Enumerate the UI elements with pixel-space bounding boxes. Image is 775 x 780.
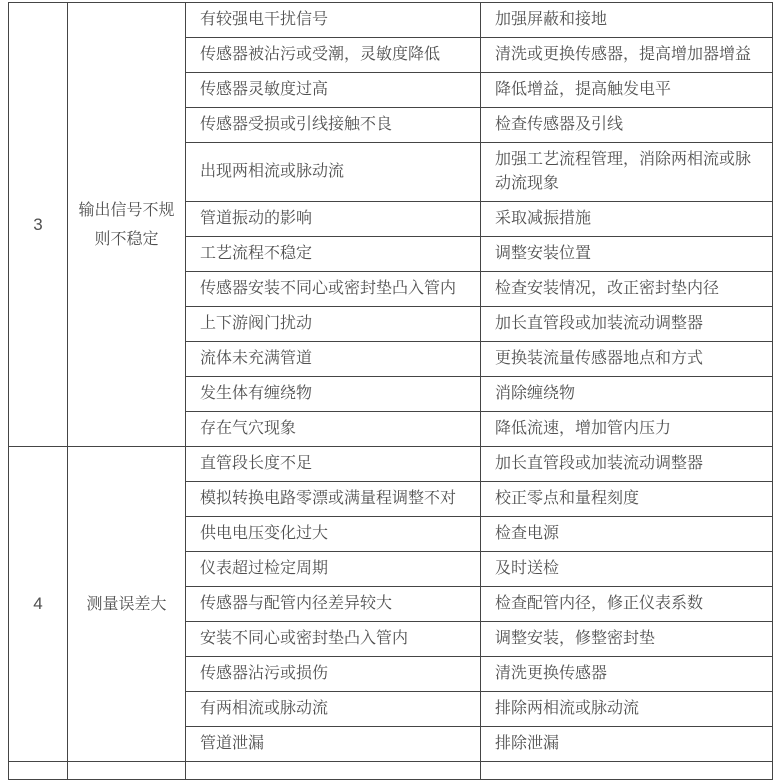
cause-cell: 传感器沾污或损伤 <box>186 657 481 692</box>
cause-cell: 安装不同心或密封垫凸入管内 <box>186 622 481 657</box>
solution-cell: 加长直管段或加装流动调整器 <box>481 447 773 482</box>
table-row <box>9 3 773 38</box>
solution-cell: 校正零点和量程刻度 <box>481 482 773 517</box>
cause-cell: 有两相流或脉动流 <box>186 692 481 727</box>
cause-cell: 管道振动的影响 <box>186 202 481 237</box>
cause-cell: 有较强电干扰信号 <box>186 3 481 38</box>
solution-cell: 检查电源 <box>481 517 773 552</box>
cause-cell: 出现两相流或脉动流 <box>186 143 481 202</box>
solution-cell: 清洗更换传感器 <box>481 657 773 692</box>
cause-cell: 传感器与配管内径差异较大 <box>186 587 481 622</box>
empty-cell <box>481 762 773 780</box>
solution-cell: 调整安装，修整密封垫 <box>481 622 773 657</box>
empty-cell <box>9 762 68 780</box>
cause-cell: 模拟转换电路零漂或满量程调整不对 <box>186 482 481 517</box>
solution-cell: 及时送检 <box>481 552 773 587</box>
solution-cell: 加强工艺流程管理，消除两相流或脉动流现象 <box>481 143 773 202</box>
table-row <box>9 447 773 482</box>
cause-cell: 仪表超过检定周期 <box>186 552 481 587</box>
table-body <box>9 3 773 780</box>
fault-description-cell: 输出信号不规则不稳定 <box>68 3 186 447</box>
solution-cell: 消除缠绕物 <box>481 377 773 412</box>
table-row-partial <box>9 762 773 780</box>
solution-cell: 采取减振措施 <box>481 202 773 237</box>
row-number-cell: 3 <box>9 3 68 447</box>
cause-cell: 直管段长度不足 <box>186 447 481 482</box>
cause-cell: 管道泄漏 <box>186 727 481 762</box>
cause-cell: 存在气穴现象 <box>186 412 481 447</box>
solution-cell: 排除两相流或脉动流 <box>481 692 773 727</box>
cause-cell: 上下游阀门扰动 <box>186 307 481 342</box>
empty-cell <box>186 762 481 780</box>
empty-cell <box>68 762 186 780</box>
cause-cell: 传感器被沾污或受潮，灵敏度降低 <box>186 38 481 73</box>
troubleshooting-table <box>8 2 773 780</box>
cause-cell: 供电电压变化过大 <box>186 517 481 552</box>
solution-cell: 清洗或更换传感器，提高增加器增益 <box>481 38 773 73</box>
solution-cell: 调整安装位置 <box>481 237 773 272</box>
cause-cell: 传感器灵敏度过高 <box>186 73 481 108</box>
solution-cell: 检查安装情况，改正密封垫内径 <box>481 272 773 307</box>
cause-cell: 发生体有缠绕物 <box>186 377 481 412</box>
row-number-cell: 4 <box>9 447 68 762</box>
cause-cell: 流体未充满管道 <box>186 342 481 377</box>
solution-cell: 检查传感器及引线 <box>481 108 773 143</box>
fault-description-cell: 测量误差大 <box>68 447 186 762</box>
cause-cell: 工艺流程不稳定 <box>186 237 481 272</box>
solution-cell: 排除泄漏 <box>481 727 773 762</box>
solution-cell: 更换装流量传感器地点和方式 <box>481 342 773 377</box>
solution-cell: 降低流速，增加管内压力 <box>481 412 773 447</box>
solution-cell: 降低增益，提高触发电平 <box>481 73 773 108</box>
solution-cell: 加强屏蔽和接地 <box>481 3 773 38</box>
solution-cell: 检查配管内径，修正仪表系数 <box>481 587 773 622</box>
cause-cell: 传感器受损或引线接触不良 <box>186 108 481 143</box>
solution-cell: 加长直管段或加装流动调整器 <box>481 307 773 342</box>
cause-cell: 传感器安装不同心或密封垫凸入管内 <box>186 272 481 307</box>
